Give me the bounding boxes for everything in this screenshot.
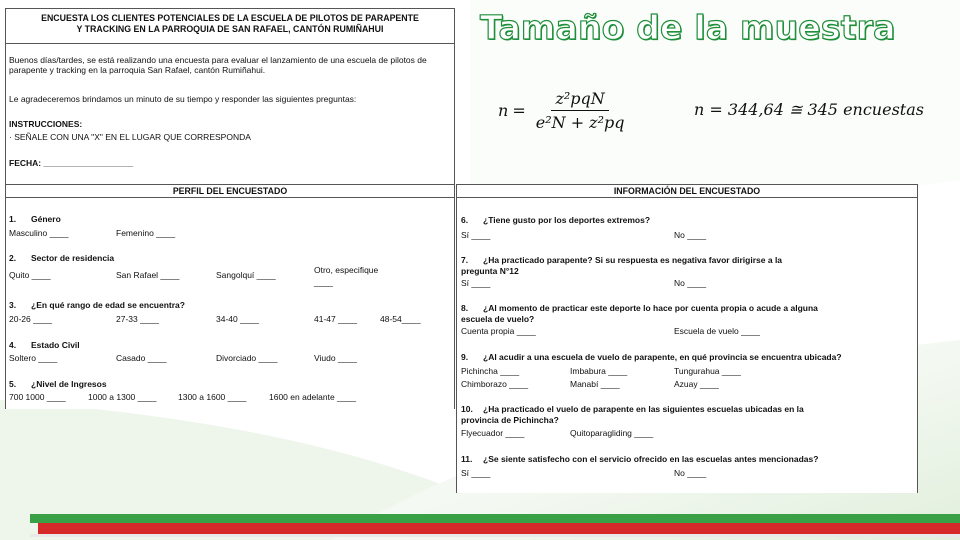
q9-option-manabi[interactable]: Manabí ____: [570, 379, 620, 389]
q11-option-si[interactable]: Sí ____: [461, 468, 491, 478]
formula-equals: =: [512, 100, 526, 120]
q7-option-no[interactable]: No ____: [674, 278, 707, 288]
q9-option-tungurahua[interactable]: Tungurahua ____: [674, 366, 741, 376]
q6-option-si[interactable]: Sí ____: [461, 230, 491, 240]
question-6: 6. ¿Tiene gusto por los deportes extremos?: [461, 215, 651, 225]
q1-option-femenino[interactable]: Femenino ____: [116, 228, 176, 238]
formula-result: n = 344,64 ≅ 345 encuestas: [694, 100, 924, 119]
q5-option-700-1000[interactable]: 700 1000 ____: [9, 392, 66, 402]
instructions-text: · SEÑALE CON UNA "X" EN EL LUGAR QUE CORRESPONDA: [9, 132, 251, 142]
question-3: 3. ¿En qué rango de edad se encuentra?: [9, 300, 185, 310]
q2-option-sangolqui[interactable]: Sangolquí ____: [216, 270, 276, 280]
footer-shadow: [30, 534, 960, 537]
title-divider: [6, 43, 454, 44]
footer-red-bar: [38, 523, 960, 534]
q4-option-divorciado[interactable]: Divorciado ____: [216, 353, 278, 363]
q11-option-no[interactable]: No ____: [674, 468, 707, 478]
q5-option-1000-1300[interactable]: 1000 a 1300 ____: [88, 392, 157, 402]
section-perfil: PERFIL DEL ENCUESTADO: [6, 184, 454, 198]
question-2: 2. Sector de residencia: [9, 253, 115, 263]
survey-title-line1: ENCUESTA LOS CLIENTES POTENCIALES DE LA ESCUELA DE PILOTOS DE PARAPENTE: [41, 13, 419, 23]
question-7: 7. ¿Ha practicado parapente? Si su respuesta es negativa favor dirigirse a la: [461, 255, 783, 265]
question-1: 1. Género: [9, 214, 61, 224]
q4-option-viudo[interactable]: Viudo ____: [314, 353, 357, 363]
q3-option-48-54[interactable]: 48-54____: [380, 314, 421, 324]
question-5: 5. ¿Nivel de Ingresos: [9, 379, 107, 389]
question-9: 9. ¿Al acudir a una escuela de vuelo de parapente, en qué provincia se encuentra ubicada?: [461, 352, 842, 362]
q9-option-pichincha[interactable]: Pichincha ____: [461, 366, 520, 376]
survey-page-left: [5, 8, 455, 409]
formula-denominator: e²N + z²pq: [535, 112, 625, 132]
slide-title: Tamaño de la muestra: [480, 8, 896, 47]
q2-option-otro-blank[interactable]: ____: [314, 277, 333, 287]
q8-option-cuenta-propia[interactable]: Cuenta propia ____: [461, 326, 536, 336]
q2-option-quito[interactable]: Quito ____: [9, 270, 51, 280]
q7-option-si[interactable]: Sí ____: [461, 278, 491, 288]
q10-option-flyecuador[interactable]: Flyecuador ____: [461, 428, 525, 438]
survey-thanks: Le agradeceremos brindamos un minuto de su tiempo y responder las siguientes preguntas:: [9, 94, 357, 104]
q3-option-27-33[interactable]: 27-33 ____: [116, 314, 160, 324]
q8-option-escuela[interactable]: Escuela de vuelo ____: [674, 326, 761, 336]
q3-option-41-47[interactable]: 41-47 ____: [314, 314, 358, 324]
q9-option-imbabura[interactable]: Imbabura ____: [570, 366, 628, 376]
instructions-label: INSTRUCCIONES:: [9, 119, 83, 129]
q3-option-20-26[interactable]: 20-26 ____: [9, 314, 53, 324]
q6-option-no[interactable]: No ____: [674, 230, 707, 240]
q5-option-1300-1600[interactable]: 1300 a 1600 ____: [178, 392, 247, 402]
q5-option-1600-mas[interactable]: 1600 en adelante ____: [269, 392, 356, 402]
question-10: 10. ¿Ha practicado el vuelo de parapente en las siguientes escuelas ubicadas en la: [461, 404, 804, 414]
question-8-cont: escuela de vuelo?: [461, 314, 535, 324]
question-10-cont: provincia de Pichincha?: [461, 415, 559, 425]
q9-option-azuay[interactable]: Azuay ____: [674, 379, 719, 389]
formula-numerator: z²pqN: [551, 89, 608, 111]
section-informacion: INFORMACIÓN DEL ENCUESTADO: [457, 185, 917, 198]
formula-n: n: [498, 100, 509, 120]
q4-option-casado[interactable]: Casado ____: [116, 353, 167, 363]
question-4: 4. Estado Civil: [9, 340, 80, 350]
formula-fraction: [532, 89, 629, 132]
q4-option-soltero[interactable]: Soltero ____: [9, 353, 58, 363]
survey-page-right: [456, 184, 918, 493]
q3-option-34-40[interactable]: 34-40 ____: [216, 314, 260, 324]
footer-green-bar: [30, 514, 960, 523]
survey-intro: Buenos días/tardes, se está realizando una encuesta para evaluar el lanzamiento de una escuela de pilotos de parapente y tracking en la parroquia San Rafael, cantón Rumiñahui.: [9, 55, 427, 76]
q9-option-chimborazo[interactable]: Chimborazo ____: [461, 379, 529, 389]
q2-option-otro[interactable]: Otro, especifique: [314, 265, 379, 275]
q2-option-san-rafael[interactable]: San Rafael ____: [116, 270, 180, 280]
date-label: FECHA: ___________________: [9, 158, 134, 168]
q10-option-quitoparagliding[interactable]: Quitoparagliding ____: [570, 428, 654, 438]
survey-title-line2: Y TRACKING EN LA PARROQUIA DE SAN RAFAEL, CANTÓN RUMIÑAHUI: [76, 23, 384, 34]
question-11: 11. ¿Se siente satisfecho con el servicio ofrecido en las escuelas antes mencionadas?: [461, 454, 819, 464]
q1-option-masculino[interactable]: Masculino ____: [9, 228, 69, 238]
question-8: 8. ¿Al momento de practicar este deporte lo hace por cuenta propia o acude a alguna: [461, 303, 818, 313]
sample-size-formula: [498, 80, 629, 140]
question-7-cont: pregunta N°12: [461, 266, 519, 276]
